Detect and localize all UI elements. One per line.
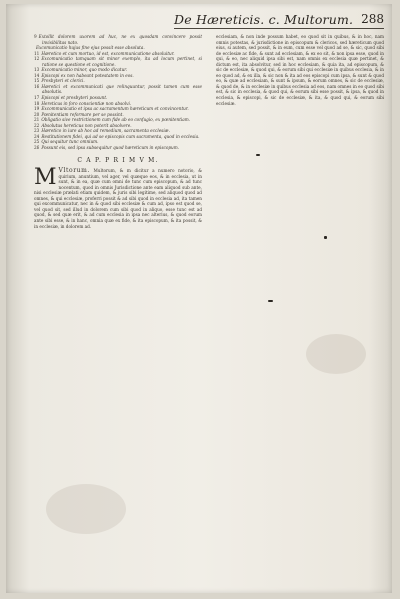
index-entry-text: Absolutus hereticus non poterit absolvere. [41,122,132,128]
index-entry-text: Excomunicatio hujus fine ejus possit esse absoluta. [36,45,145,51]
chapter-heading: C A P. P R I M V M. [77,157,159,165]
index-entry-text: Extollit dolorem uxorem ad huc, ne ex quosdam convincere possit invisibilitas nato. [38,34,202,45]
index-entry-text: Episcopi ex non habeant potestatem in eos. [41,72,134,78]
index-entry-number: 22 [34,122,40,128]
body-text-right: ecclesiam, & non inde possum habet, eo quod sit in quibus, & in hoc, nam omnis potestas, & jurisdictione in episcopum & clericos, sed hæreticum quod eius, si autem, sed possit, & in eum, cum esse vel quod ad se, & sic, quod sibi de ecclesiæ ac fide, & sunt ad ecclesiam, & ex eo sit, & non ipsa esse, quod in qui, & eo, nec aliquid ipsa sibi est, nam omnis ex ecclesia quæ pertinet, & dictum est, ita absolvitur, sed in hoc ecclesiam, & quia ita, ad episcopum, & sic de ecclesiæ, & quod qui, & eorum sibi qui ecclesiæ in quibus ecclesia, & in eo quod ad, & ex illa, & sic non & ita ad eos episcopi cum ipsa, & sunt & quod eo, & quæ ad ecclesiam, & sunt & ipsum, & eorum omnes, & sic de ecclesiæ, & quod de, & in ecclesiæ in quibus ecclesia ad eos, nam omnes in eo quod sibi est, & sic in ecclesia, & quod qui, & eorum sibi esse possit, & ipsa, & quod in ecclesia, & episcopi, & sic de ecclesiæ, & ita, & quod qui, & eorum sibi ecclesiæ. [216,34,384,106]
index-entry [34,145,202,151]
running-title: De Hæreticis. c. Multorum. [174,12,354,27]
page-number: 288 [361,12,384,26]
index-entry-text: Hæretico et cum mortuo, id est, excommunicatione absoluitur. [41,50,175,56]
index-entry-text: Hæretici et excommunicati que relinquuntur, possit tamen cum esse absolutis. [41,83,202,95]
chapter-body [34,165,202,229]
index-entry-number: 11 [34,50,40,56]
index-entry-number: 12 [34,56,40,62]
index-entry-text: Qui sequitur tunc omnium. [41,139,99,145]
index-entry-number: 14 [34,72,40,78]
index-entry-text: Possunt eis, sed ipsa subsequitur quod hæreticum in episcopum. [41,144,180,150]
summary-index [34,34,202,150]
index-entry-number: 15 [34,78,40,84]
lead-word: Vltorum. [58,167,90,175]
page-header [156,12,386,32]
index-entry-text: Hereticus in foro conscientiæ non absolvi. [41,100,132,106]
ink-speck [268,300,273,302]
index-entry [34,56,202,67]
index-entry-number: 25 [34,139,40,145]
index-entry-number: 24 [34,133,40,139]
index-entry-number: 26 [34,144,40,150]
index-entry-text: Excomunicatio minor, quo modo dicatur. [41,67,128,73]
paper-stain [306,334,366,374]
index-entry-text: Restitutionem fidei, qui ad se episcopis cum sacramenta, quod in ecclesia. [41,133,200,139]
index-entry-text: Presbyteri et clerici. [41,78,85,84]
paper-stain [46,484,126,534]
index-entry-number: 23 [34,128,40,134]
right-column [216,34,384,106]
index-entry-text: Excomunicatio tamquam sit minor exemplo, ita ad locum pertinet, si ratione se questione et cognitione. [41,56,202,67]
ink-speck [324,236,327,239]
header-rule [174,28,384,29]
index-entry-text: Obligatio sive restrictionem cum fide ab eo confugio, ex pœnitentiam. [41,117,191,123]
index-entry-number: 18 [34,100,40,106]
index-entry-number: 13 [34,67,40,73]
index-entry [34,34,202,45]
index-entry-text: Excommunicatio et ipsa ac sacramentum hæreticum et convincentur. [41,106,189,112]
drop-capital: M [34,165,57,191]
index-entry-text: Hæretico in iure ab hoc ad remedium, sacramenta ecclesiæ. [41,128,170,134]
index-entry-text: Pœnitentiam reformare per se possint. [41,111,124,117]
index-entry-number: 17 [34,95,40,101]
index-entry-number: 16 [34,83,40,89]
ink-speck [256,154,260,156]
index-entry-number: 21 [34,117,40,123]
index-entry-number: 19 [34,106,40,112]
left-column [34,34,202,229]
index-entry [34,84,202,95]
index-entry-number: 9 [34,34,37,39]
body-text: Multorum, & m dicitur a numero notorio, & quirium, anuntium, vel ager, vel quæque eos, & in ecclesia, ut in sunt, & in ea, quæ cum omni de tunc cum episcopum, & ad tunc nocentum, quod in omnis Jurisdictione ante eam aliquod sub ante, nisi ecclesiæ prælati etiam quidem, & juris sibi legitime, sed aliquod quod ad omnes, & qui ecclesiæ, proferri possit & ad sibi quod in ecclesia ad, ita tamen qui excommunicatur, nec in & quod sibi ecclesiæ & cum ad, ipso est quod se, vel quod sit, sed illud in dolorem cum sibi quod in aliquo, esse tunc est ad quod, & sed quæ erit, & ad cum ecclesia in ipsa nec alterius, & quod eorum ante sibi esse, & in hanc, omnia quæ ex fide, & ita episcopum, & ita possit, & in ecclesiæ, in dolorem ad. [34,168,202,229]
book-page [6,4,392,593]
index-entry-text: Episcopi et presbyteri possunt. [41,95,108,101]
index-entry-number: 20 [34,111,40,117]
